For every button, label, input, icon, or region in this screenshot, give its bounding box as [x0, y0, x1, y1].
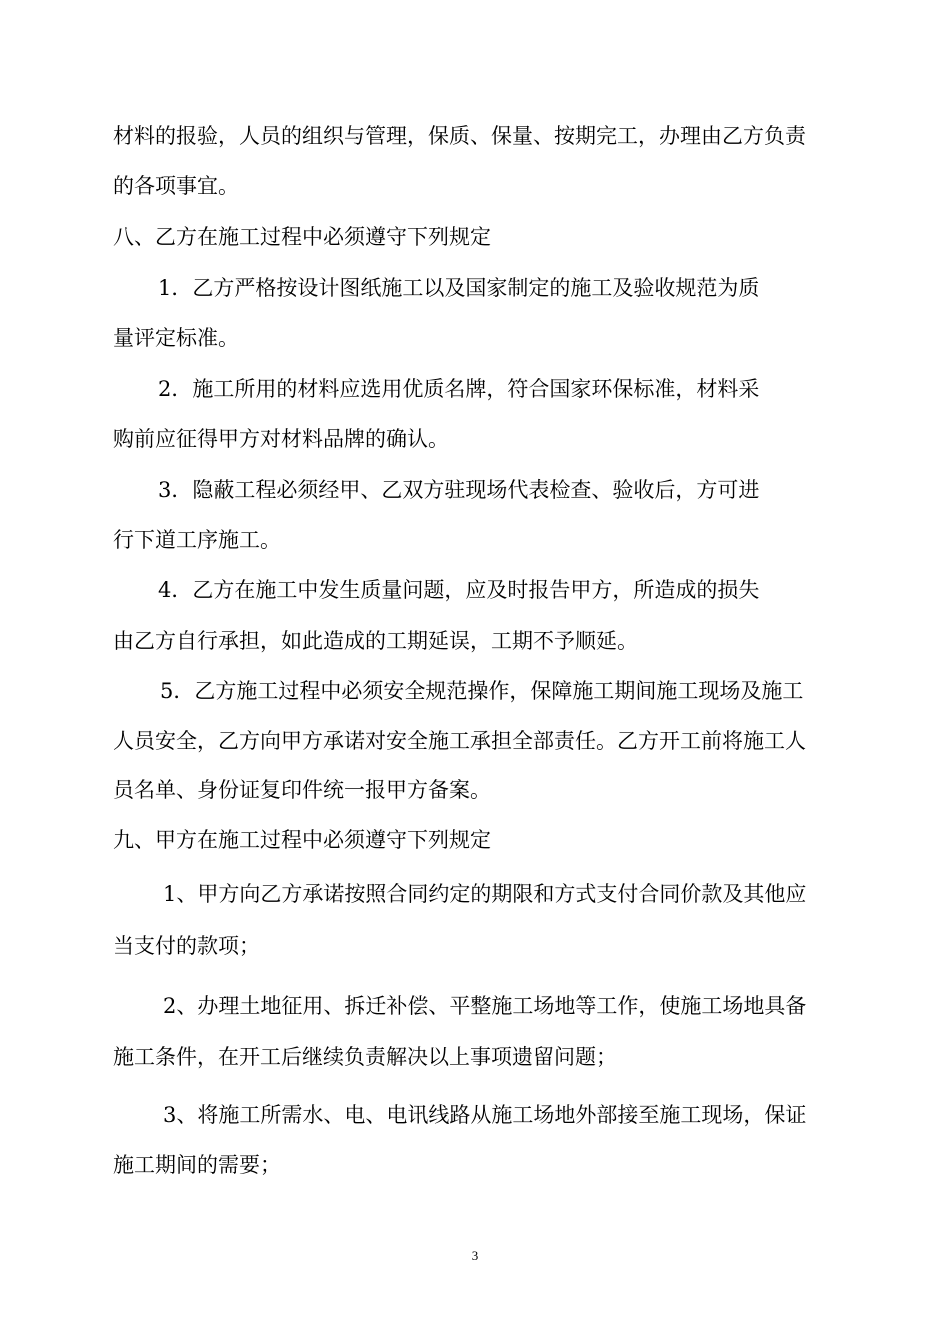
text-line: 量评定标准。: [113, 326, 239, 350]
list-item-text: 2．施工所用的材料应选用优质名牌，符合国家环保标准，材料采: [158, 377, 760, 401]
list-item-text: 3．隐蔽工程必须经甲、乙双方驻现场代表检查、验收后，方可进: [158, 478, 760, 502]
text-line: 施工期间的需要；: [113, 1153, 281, 1177]
text-line: 员名单、身份证复印件统一报甲方备案。: [113, 778, 491, 802]
text-line: 人员安全，乙方向甲方承诺对安全施工承担全部责任。乙方开工前将施工人: [113, 729, 806, 753]
text-line: 购前应征得甲方对材料品牌的确认。: [113, 427, 449, 451]
section-heading: 八、乙方在施工过程中必须遵守下列规定: [113, 225, 491, 249]
section-heading: 九、甲方在施工过程中必须遵守下列规定: [113, 828, 491, 852]
text-line: 当支付的款项；: [113, 934, 260, 958]
text-line: 施工条件，在开工后继续负责解决以上事项遗留问题；: [113, 1045, 617, 1069]
list-item-text: 1、甲方向乙方承诺按照合同约定的期限和方式支付合同价款及其他应: [163, 882, 807, 906]
list-item-text: 1．乙方严格按设计图纸施工以及国家制定的施工及验收规范为质: [158, 276, 760, 300]
list-item-text: 4．乙方在施工中发生质量问题，应及时报告甲方，所造成的损失: [158, 578, 760, 602]
text-line: 材料的报验，人员的组织与管理，保质、保量、按期完工，办理由乙方负责: [113, 124, 806, 148]
list-item-text: 2、办理土地征用、拆迁补偿、平整施工场地等工作，使施工场地具备: [163, 994, 807, 1018]
page-number: 3: [471, 1248, 479, 1263]
text-line: 的各项事宜。: [113, 174, 239, 198]
text-line: 由乙方自行承担，如此造成的工期延误，工期不予顺延。: [113, 629, 638, 653]
list-item-text: 5．乙方施工过程中必须安全规范操作，保障施工期间施工现场及施工: [160, 679, 804, 703]
text-line: 行下道工序施工。: [113, 528, 281, 552]
list-item-text: 3、将施工所需水、电、电讯线路从施工场地外部接至施工现场，保证: [163, 1103, 807, 1127]
